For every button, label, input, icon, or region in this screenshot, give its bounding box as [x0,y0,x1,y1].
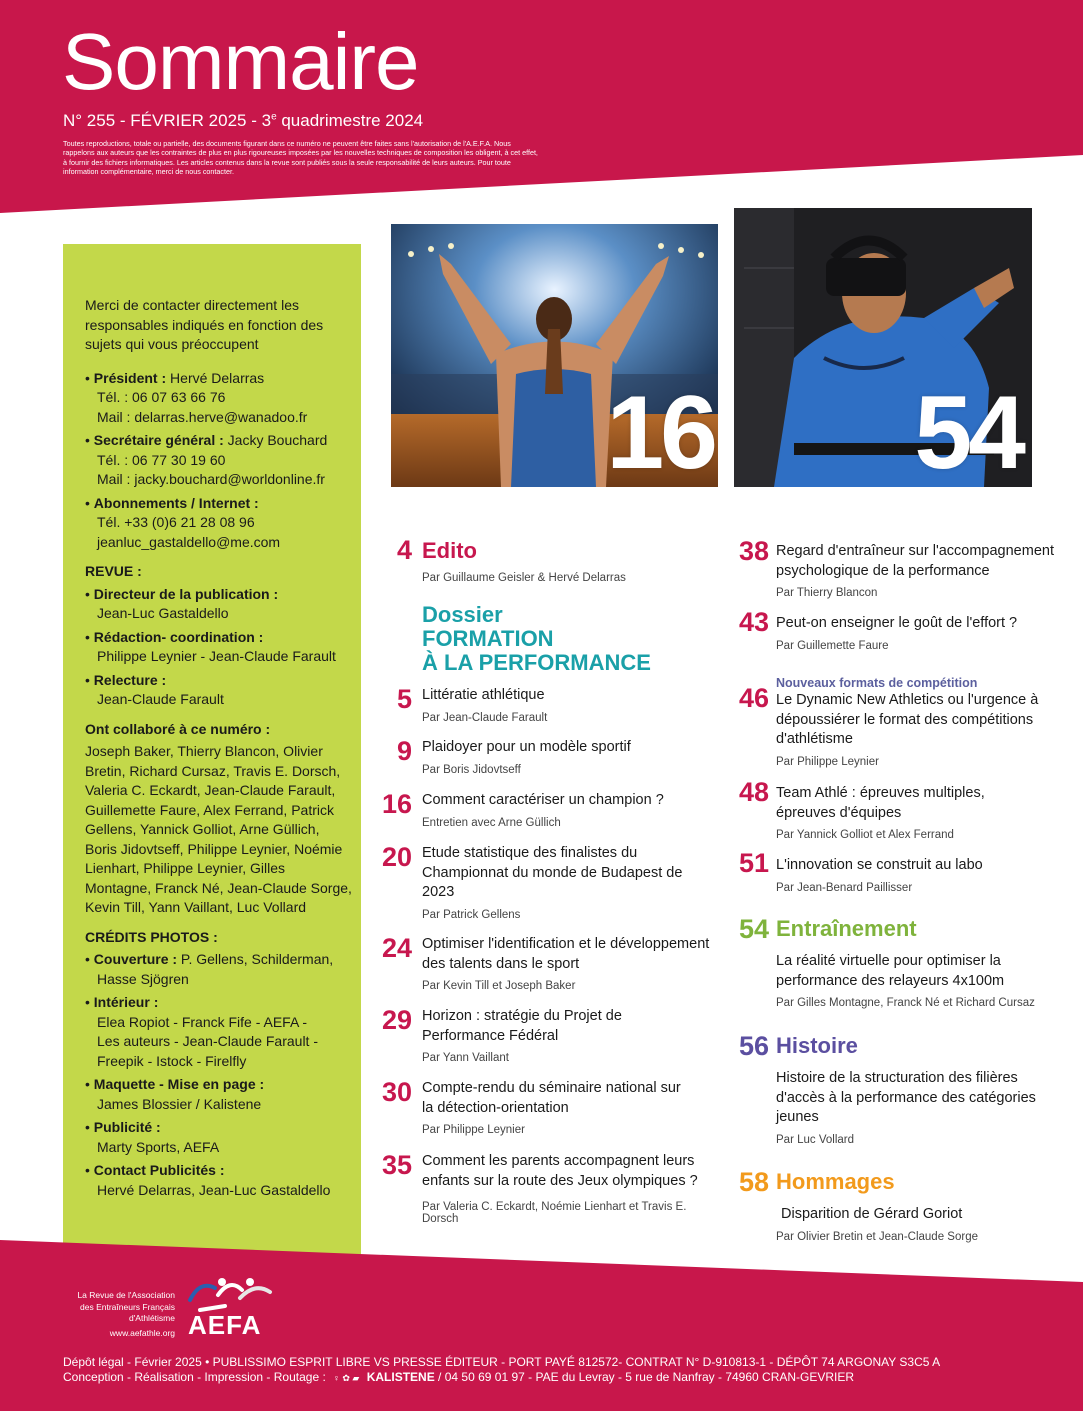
toc-item[interactable]: 38 Regard d'entraîneur sur l'accompagnement psychologique de la performance Par Thierry Blancon [738,536,1054,599]
revue-heading: REVUE : [85,563,142,579]
aefa-logo [180,1270,280,1340]
toc-item[interactable]: 35 Comment les parents accompagnent leurs enfants sur la route des Jeux olympiques ? Par Valeria C. Eckardt, Noémie Lienhart et Travis E. Dorsch [381,1150,698,1225]
toc-section-entrainement[interactable]: 54 Entraînement La réalité virtuelle pour optimiser la performance des relayeurs 4x100m Par Gilles Montagne, Franck Né et Richard Cursaz [738,914,1035,1009]
toc-edito[interactable]: 4 Edito Par Guillaume Geisler & Hervé Delarras [422,537,722,584]
contact-subscriptions: • Abonnements / Internet : Tél. +33 (0)6 21 28 08 96 jeanluc_gastaldello@me.com [85,494,281,550]
photo-number-right: 54 [914,375,1022,487]
toc-section-histoire[interactable]: 56 Histoire Histoire de la structuration des filières d'accès à la performance des catégories jeunes Par Luc Vollard [738,1031,1036,1146]
photo-vr-athlete [734,208,1032,487]
edito-title: Edito [422,538,477,563]
photo-athlete-stadium [391,224,718,487]
collab-list: Joseph Baker, Thierry Blancon, Olivier Bretin, Richard Cursaz, Travis E. Dorsch, Valeria C. Eckardt, Jean-Claude Farault, Guillemette Faure, Alex Ferrand, Patrick Gellens, Yannick Golliot, Arne Güllich, Boris Jidovtseff, Philippe Leynier, Noémie Lienhart, Philippe Leynier, Gilles Montagne, Franck Né, Jean-Claude Sorge, Kevin Till, Yann Vaillant, Luc Vollard [85,743,352,915]
revue-proofreading: • Relecture : Jean-Claude Farault [85,671,224,707]
toc-item[interactable]: 51 L'innovation se construit au labo Par Jean-Benard Paillisser [738,848,983,894]
production-credits: Conception - Réalisation - Impression - Routage : ♀ ✿ ▰ KALISTENE / 04 50 69 01 97 - PAE du Levray - 5 rue de Nanfray - 74960 CRAN-GEVRIER [63,1370,855,1384]
contact-president: • Président : Hervé Delarras Tél. : 06 07 63 66 76 Mail : delarras.herve@wanadoo.fr [85,369,308,425]
disclaimer-text: Toutes reproductions, totale ou partielle, des documents figurant dans ce numéro ne peuvent être faites sans l'autorisation de l'A.E.F.A. Nous rappelons aux auteurs que les contraintes de plus en plus rigoureuses imposées par les nouvelles techniques de composition les obligent, à cet effet, à fournir des fichiers informatiques. Les articles contenus dans la revue sont publiés sous la seule responsabilité de leurs auteurs. Pour toute information complémentaire, merci de nous contacter. [63,139,538,177]
credits-advertising: • Publicité : Marty Sports, AEFA [85,1119,220,1155]
logo-text: AEFA [188,1310,262,1340]
toc-item[interactable]: 16 Comment caractériser un champion ? Entretien avec Arne Güllich [381,789,664,829]
credits-interior: • Intérieur : Elea Ropiot - Franck Fife - AEFA - Les auteurs - Jean-Claude Farault - Freepik - Istock - Firelfly [85,994,318,1069]
credits-layout: • Maquette - Mise en page : James Blossier / Kalistene [85,1076,265,1112]
collab-heading: Ont collaboré à ce numéro : [85,720,271,737]
photo-number-left: 16 [606,375,714,487]
toc-item[interactable]: 29 Horizon : stratégie du Projet de Performance Fédéral Par Yann Vaillant [381,1005,622,1064]
issue-line: N° 255 - FÉVRIER 2025 - 3e quadrimestre 2024 [63,111,424,130]
toc-item[interactable]: 43 Peut-on enseigner le goût de l'effort ? Par Guillemette Faure [738,607,1018,652]
legal-deposit: Dépôt légal - Février 2025 • PUBLISSIMO ESPRIT LIBRE VS PRESSE ÉDITEUR - PORT PAYÉ 812572- CONTRAT N° D-910813-1 - DÉPÔT 74 ARGONAY S3C5 A [63,1355,941,1369]
toc-item[interactable]: 46 Nouveaux formats de compétition Le Dynamic New Athletics ou l'urgence à dépoussiérer le format des compétitions d'athlétisme Par Philippe Leynier [738,676,1039,768]
page-title: Sommaire [62,17,419,106]
toc-section-hommages[interactable]: 58 Hommages Disparition de Gérard Goriot Par Olivier Bretin et Jean-Claude Sorge [738,1167,978,1243]
toc-item[interactable]: 48 Team Athlé : épreuves multiples, épreuves d'équipes Par Yannick Golliot et Alex Ferrand [738,777,985,841]
revue-director: • Directeur de la publication : Jean-Luc Gastaldello [85,585,279,621]
revue-editorial: • Rédaction- coordination : Philippe Leynier - Jean-Claude Farault [85,628,336,664]
dossier-title: Dossier FORMATION À LA PERFORMANCE [422,602,651,675]
revue-description: La Revue de l'Association des Entraîneurs Français d'Athlétisme www.aefathle.org [77,1290,175,1338]
contact-sidebar [63,244,361,1274]
contact-secretary: • Secrétaire général : Jacky Bouchard Tél. : 06 77 30 19 60 Mail : jacky.bouchard@worldonline.fr [85,432,328,487]
toc-item[interactable]: 5 Littératie athlétique Par Jean-Claude Farault [396,684,548,724]
toc-item[interactable]: 30 Compte-rendu du séminaire national sur la détection-orientation Par Philippe Leynier [381,1077,681,1136]
credits-cover: • Couverture : P. Gellens, Schilderman, Hasse Sjögren [85,951,334,987]
toc-item[interactable]: 24 Optimiser l'identification et le développement des talents dans le sport Par Kevin Till et Joseph Baker [381,933,710,992]
credits-heading: CRÉDITS PHOTOS : [85,928,218,945]
toc-item[interactable]: 9 Plaidoyer pour un modèle sportif Par Boris Jidovtseff [396,736,631,776]
kalistene-logo-icon: ♀ ✿ ▰ [333,1373,360,1383]
toc-item[interactable]: 20 Etude statistique des finalistes du Championnat du monde de Budapest de 2023 Par Patrick Gellens [381,842,683,921]
credits-ad-contact: • Contact Publicités : Hervé Delarras, Jean-Luc Gastaldello [85,1162,331,1198]
sidebar-intro: Merci de contacter directement les responsables indiqués en fonction des sujets qui vous préoccupent [85,297,324,352]
